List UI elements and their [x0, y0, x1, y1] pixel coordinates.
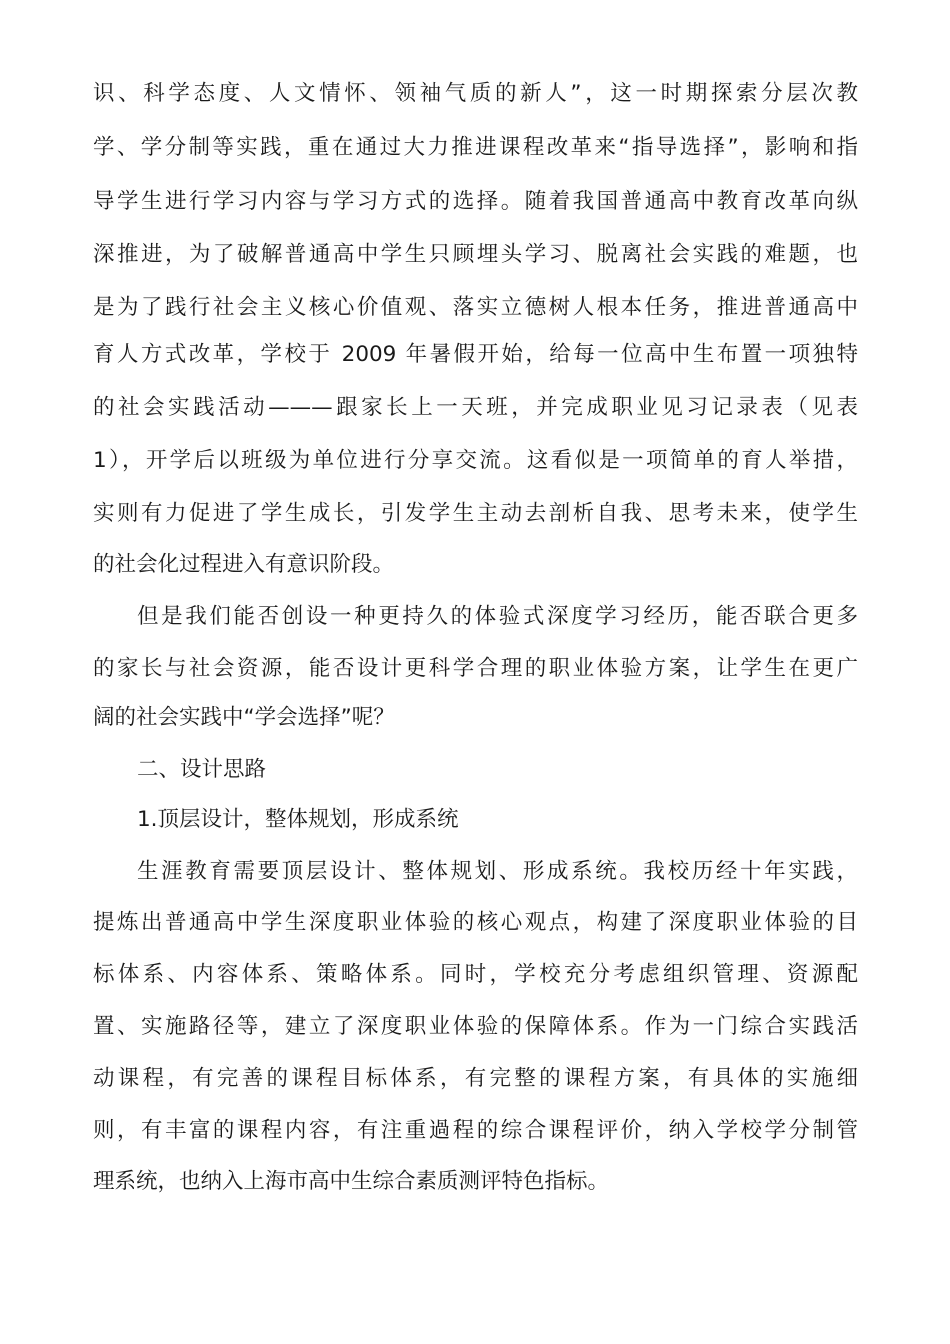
section-heading: 二、设计思路	[137, 757, 267, 782]
paragraph-line: 标体系、内容体系、策略体系。同时，学校充分考虑组织管理、资源配	[93, 962, 858, 987]
paragraph-line: 的社会化过程进入有意识阶段。	[93, 552, 395, 577]
paragraph-line: 动课程，有完善的课程目标体系，有完整的课程方案，有具体的实施细	[93, 1066, 858, 1091]
paragraph-line: 1），开学后以班级为单位进行分享交流。这看似是一项简单的育人举措，	[93, 448, 858, 473]
paragraph-line: 理系统，也纳入上海市高中生综合素质测评特色指标。	[93, 1169, 610, 1194]
paragraph-line: 的家长与社会资源，能否设计更科学合理的职业体验方案，让学生在更广	[93, 656, 858, 681]
paragraph-line: 识、科学态度、人文情怀、领袖气质的新人”，这一时期探索分层次教	[93, 81, 858, 106]
paragraph-line: 提炼出普通高中学生深度职业体验的核心观点，构建了深度职业体验的目	[93, 910, 858, 935]
subsection-heading: 1.顶层设计，整体规划，形成系统	[137, 807, 459, 832]
paragraph-line: 是为了践行社会主义核心价值观、落实立德树人根本任务，推进普通高中	[93, 295, 858, 320]
paragraph-line: 但是我们能否创设一种更持久的体验式深度学习经历，能否联合更多	[137, 604, 858, 629]
paragraph-line: 的社会实践活动———跟家长上一天班，并完成职业见习记录表（见表	[93, 395, 858, 420]
paragraph-line: 学、学分制等实践，重在通过大力推进课程改革来“指导选择”，影响和指	[93, 135, 858, 160]
paragraph-line: 则，有丰富的课程内容，有注重過程的综合课程评价，纳入学校学分制管	[93, 1118, 858, 1143]
paragraph-line: 生涯教育需要顶层设计、整体规划、形成系统。我校历经十年实践，	[137, 859, 858, 884]
paragraph-line: 置、实施路径等，建立了深度职业体验的保障体系。作为一门综合实践活	[93, 1014, 858, 1039]
paragraph-line: 导学生进行学习内容与学习方式的选择。随着我国普通高中教育改革向纵	[93, 189, 858, 214]
paragraph-line: 实则有力促进了学生成长，引发学生主动去剖析自我、思考未来，使学生	[93, 501, 858, 526]
paragraph-line: 深推进，为了破解普通高中学生只顾埋头学习、脱离社会实践的难题，也	[93, 242, 858, 267]
paragraph-line: 阔的社会实践中“学会选择”呢？	[93, 705, 395, 730]
paragraph-line: 育人方式改革，学校于 2009 年暑假开始，给每一位高中生布置一项独特	[93, 342, 858, 367]
